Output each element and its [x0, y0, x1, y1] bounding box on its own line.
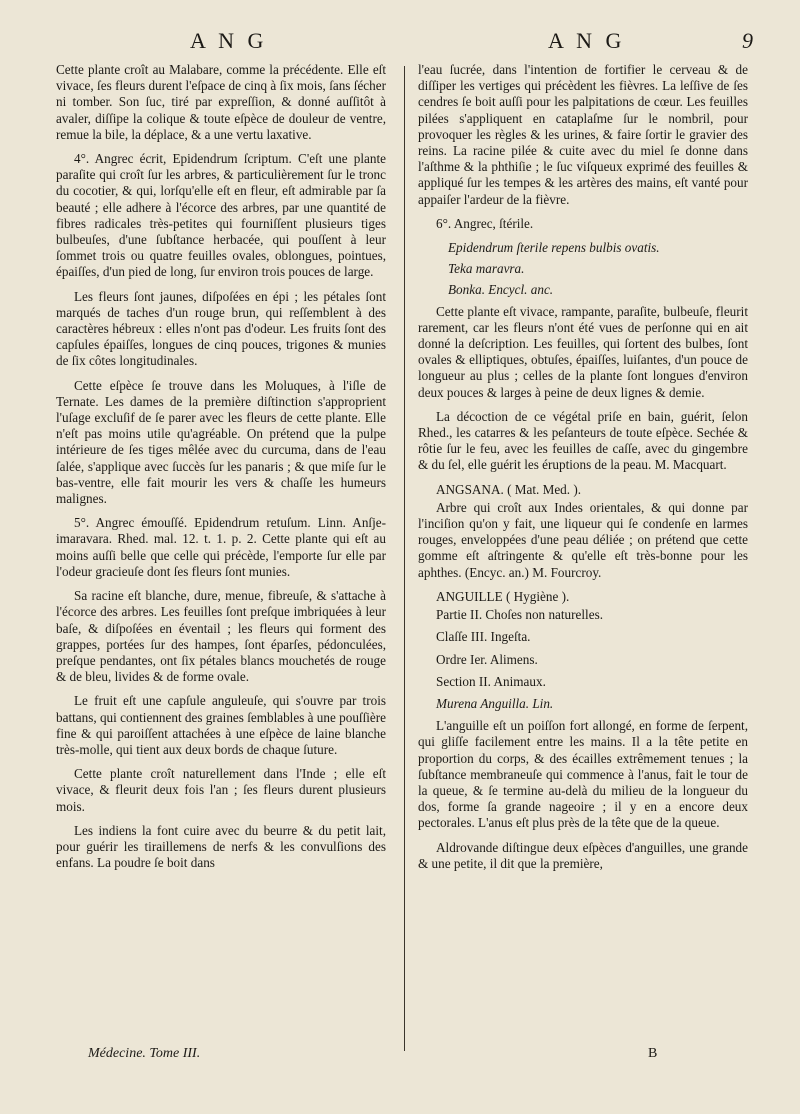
footer-volume: Médecine. Tome III.	[88, 1046, 201, 1061]
paragraph: Cette eſpèce ſe trouve dans les Moluques, à l'iſle de Ternate. Les dames de la première diſtinction s'approprient l'uſage excluſif de ſe parer avec les fleurs de cette plante. Elle n'eſt pas moins utile qu'agréable. On prétend que la pulpe intérieure de ſes tiges mêlée avec du curcuma, dans de l'eau ſalée, s'applique avec ſuccès ſur les panaris ; & que miſe ſur le bas-ventre, elle fait mourir les vers & chaſſe les humeurs malignes.	[56, 377, 386, 507]
paragraph: L'anguille eſt un poiſſon fort allongé, en forme de ſerpent, qui gliſſe facilement entre les mains. Il a la tête petite en proportion du corps, & des écailles extrêmement tenues ; la ſubſtance membraneuſe qui commence à l'anus, fait le tour de la queue, & ſe termine au-delà du milieu de la longueur du dos, forme ſa grande nageoire ; il y en a encore deux pectorales. L'anus eſt plus près de la tête que de la queue.	[418, 718, 748, 831]
paragraph: Cette plante croît naturellement dans l'Inde ; elle eſt vivace, & fleurit deux fois l'an ; ſes fleurs durent plusieurs mois.	[56, 766, 386, 814]
classification-line: Ordre Ier. Alimens.	[436, 651, 538, 667]
paragraph: La décoction de ce végétal priſe en bain, guérit, ſelon Rhed., les catarres & les peſanteurs de toute eſpèce. Sechée & rôtie ſur le feu, avec les feuilles de caſſe, avec du gingembre & du ſel, elle guérit les éruptions de la peau. M. Macquart.	[418, 408, 748, 473]
paragraph: Les fleurs ſont jaunes, diſpoſées en épi ; les pétales ſont marqués de taches d'un rouge brun, qui reſſemblent à des caractères hébreux : elles n'ont pas d'odeur. Les fruits ſont des capſules épaiſſes, longues de cinq pouces, trigones & munies de ſix côtes longitudinales.	[56, 288, 386, 369]
classification-line: Claſſe III. Ingeſta.	[436, 629, 531, 645]
paragraph: Sa racine eſt blanche, dure, menue, fibreuſe, & s'attache à l'écorce des arbres. Les feuilles ſont preſque imbriquées à leur baſe, & diſpoſées en éventail ; les fleurs qui forment des grappes, portées ſur des hampes, ſont éparſes, pédonculées, preſque pendantes, ont ſix pétales blancs mouchetés de rouge & de bleu, livides & de forme ovale.	[56, 588, 386, 685]
synonym: Teka maravra.	[448, 261, 525, 277]
paragraph: Aldrovande diſtingue deux eſpèces d'anguilles, une grande & une petite, il dit que la première,	[418, 839, 748, 871]
right-column	[418, 62, 748, 880]
paragraph: l'eau ſucrée, dans l'intention de fortifier le cerveau & de diſſiper les vertiges qui précèdent les fièvres. La leſſive de ſes cendres ſe boit auſſi pour les palpitations de cœur. Les feuilles pilées s'appliquent en cataplaſme ſur le nombril, pour provoquer les règles & les urines, & faire ſortir le gravier des reins. La racine pilée & cuite avec du miel ſe donne dans l'aſthme & la phthiſie ; le ſuc viſqueux exprimé des feuilles & appliqué ſur les tempes & les artères des mains, eſt vanté pour appaiſer l'ardeur de la fièvre.	[418, 62, 748, 207]
classification-line: Section II. Animaux.	[436, 673, 546, 689]
paragraph: Les indiens la font cuire avec du beurre & du petit lait, pour guérir les tiraillemens de nerfs & les convulſions des enfans. La poudre ſe boit dans	[56, 822, 386, 871]
entry-heading: 6°. Angrec, ſtérile.	[436, 215, 534, 231]
page-number: 9	[742, 28, 753, 53]
column-divider	[404, 66, 405, 1051]
header-right: A N G	[548, 28, 626, 53]
footer-signature: B	[648, 1046, 658, 1061]
header-left: A N G	[190, 28, 268, 53]
paragraph: Le fruit eſt une capſule anguleuſe, qui s'ouvre par trois battans, qui contiennent des graines ſemblables à une pouſſière fine & qui paroiſſent attachées à une eſpèce de laine blanche très-molle, qui tient aux deux bords de chaque ſuture.	[56, 693, 386, 757]
paragraph: Cette plante croît au Malabare, comme la précédente. Elle eſt vivace, ſes fleurs durent l'eſpace de cinq à ſix mois, ſans ſécher ni tomber. Son ſuc, tiré par expreſſion, & donné auſſitôt à avaler, diſſipe la colique & toute eſpèce de douleur de ventre, remue la bile, la déplace, & a une vertu laxative.	[56, 62, 386, 142]
left-column	[56, 62, 386, 879]
entry-heading: ANGSANA. ( Mat. Med. ).	[436, 481, 582, 497]
synonym: Bonka. Encycl. anc.	[448, 282, 554, 298]
paragraph: 4°. Angrec écrit, Epidendrum ſcriptum. C'eſt une plante paraſite qui croît ſur les arbres, & particulièrement ſur le tronc du cocotier, & qui, lorſqu'elle eſt en fleur, eſt admirable par ſa beauté ; elle adhere à l'écorce des arbres, par une quantité de fibres radicales très-petites qui fourniſſent plusieurs tiges bulbeuſes, d'une ſubſtance herbacée, qui pouſſent à leur ſommet trois ou quatre feuilles ovales, oblongues, pointues, épaiſſes, d'un pied de long, ſur environ trois pouces de large.	[56, 151, 386, 280]
paragraph: Cette plante eſt vivace, rampante, paraſite, bulbeuſe, fleurit rarement, car les fleurs n'ont été vues de perſonne qui en ait donné la deſcription. Les feuilles, qui ſortent des bulbes, ſont ovales & elliptiques, obtuſes, épaiſſes, luiſantes, d'un pouce de longueur au plus ; celles de la plante ſont longues d'environ deux pouces & larges à peine de deux lignes & demie.	[418, 303, 748, 400]
classification-line: Partie II. Choſes non naturelles.	[436, 607, 604, 623]
running-header	[0, 28, 800, 58]
entry-heading: ANGUILLE ( Hygiène ).	[436, 588, 570, 604]
classification-line: Murena Anguilla. Lin.	[436, 695, 554, 711]
paragraph: Arbre qui croît aux Indes orientales, & qui donne par l'inciſion qu'on y fait, une liqueur qui ſe condenſe en larmes rouges, enveloppées d'une peau déliée ; on prétend que cette gomme eſt aſtringente & qu'elle eſt très-bonne pour les aphthes. (Encyc. an.) M. Fourcroy.	[418, 499, 748, 580]
paragraph: 5°. Angrec émouſſé. Epidendrum retuſum. Linn. Anſje-imaravara. Rhed. mal. 12. t. 1. p. 2. Cette plante qui eſt au moins auſſi belle que celle qui précède, l'emporte ſur elle par l'odeur gracieuſe dont ſes fleurs ſont munies.	[56, 515, 386, 579]
synonym: Epidendrum ſterile repens bulbis ovatis.	[448, 240, 660, 256]
